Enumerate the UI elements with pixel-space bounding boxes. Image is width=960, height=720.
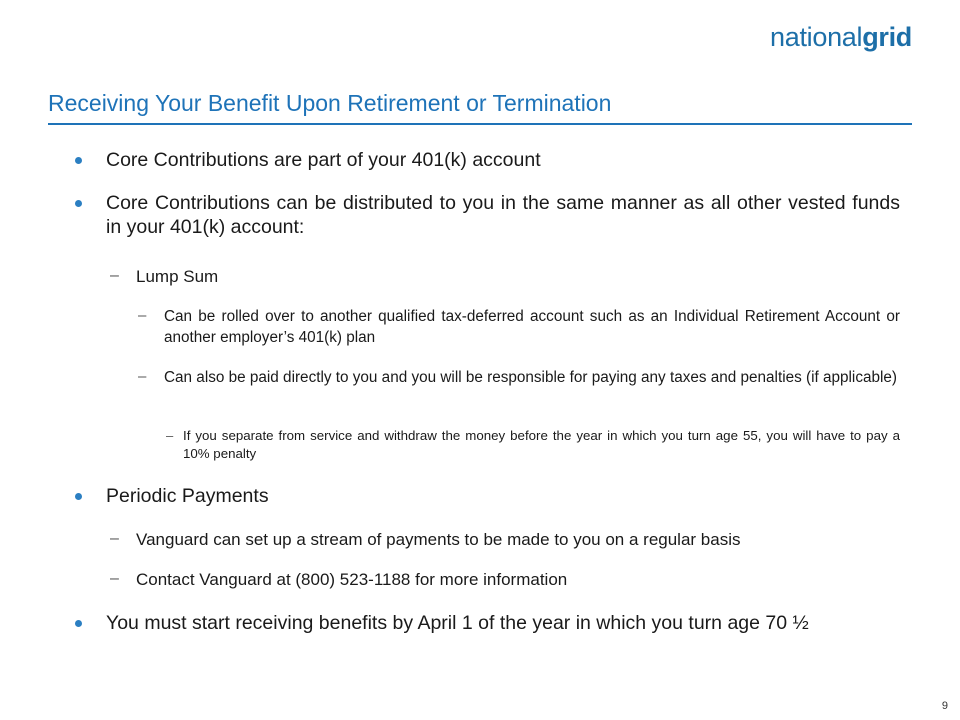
logo-text-national: national	[770, 22, 863, 52]
bullet-dot-icon	[75, 493, 82, 500]
sub-bullet-lump-sum: Lump Sum	[136, 267, 219, 286]
dash-icon: –	[138, 368, 147, 385]
dash-icon: –	[138, 307, 147, 324]
bullet-periodic-payments: Periodic Payments	[106, 485, 269, 507]
dash-icon: –	[110, 267, 119, 284]
bullet-core-contributions: Core Contributions are part of your 401(k) account	[106, 149, 541, 171]
bullet-start-receiving: You must start receiving benefits by April 1 of the year in which you turn age 70 ½	[106, 612, 809, 634]
sub-bullet-rollover: Can be rolled over to another qualified tax-deferred account such as an Individual Retirement Account or another employer’s 401(k) plan	[164, 308, 900, 346]
dash-icon: –	[166, 428, 174, 443]
page-number: 9	[941, 700, 948, 712]
bullet-dot-icon	[75, 620, 82, 627]
logo-text-grid: grid	[862, 22, 912, 52]
bullet-dot-icon	[75, 157, 82, 164]
dash-icon: –	[110, 570, 119, 587]
sub-bullet-contact-vanguard: Contact Vanguard at (800) 523-1188 for more information	[136, 570, 568, 589]
sub-bullet-vanguard-stream: Vanguard can set up a stream of payments to be made to you on a regular basis	[136, 530, 741, 549]
bullet-distribution: Core Contributions can be distributed to you in the same manner as all other vested funds in your 401(k) account:	[106, 192, 900, 238]
sub-bullet-penalty: If you separate from service and withdraw the money before the year in which you turn age 55, you will have to pay a 10% penalty	[183, 428, 900, 461]
bullet-dot-icon	[75, 200, 82, 207]
title-underline	[48, 123, 912, 125]
sub-bullet-paid-directly: Can also be paid directly to you and you will be responsible for paying any taxes and penalties (if applicable)	[164, 369, 897, 386]
dash-icon: –	[110, 530, 119, 547]
slide-title: Receiving Your Benefit Upon Retirement or Termination	[48, 90, 612, 116]
national-grid-logo	[770, 24, 912, 51]
